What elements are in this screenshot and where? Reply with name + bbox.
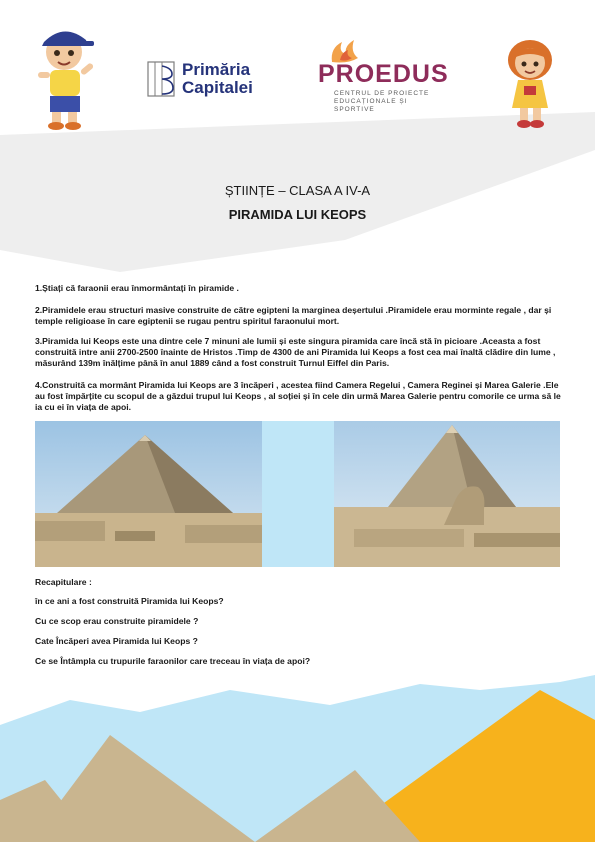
page-title: PIRAMIDA LUI KEOPS: [228, 207, 367, 222]
recap-question-1: în ce ani a fost construită Piramida lui Keops?: [35, 596, 224, 606]
proedus-name: PROEDUS: [318, 60, 449, 88]
pyramid-photo-right: [334, 421, 560, 567]
image-strip-background: [262, 421, 334, 567]
boy-mascot-icon: [30, 22, 102, 130]
paragraph-3: 3.Piramida lui Keops este una dintre cele 7 minuni ale lumii și este singura piramida care încă stă în picioare .Aceasta a fost construită intre anii 2700-2500 înainte de Hristos .Timp de 4300 de ani Piramida lui Keops a fost cea mai înaltă clădire din lume , măsurând 139m înălțime până în anul 1889 când a fost construit Turnul Eiffel din Paris.: [35, 336, 556, 368]
girl-mascot-icon: [500, 36, 560, 130]
recap-heading: Recapitulare :: [35, 577, 92, 587]
pyramid-photo-left: [35, 421, 262, 567]
primaria-line2: Capitalei: [182, 78, 253, 97]
proedus-logo: [318, 38, 449, 113]
primaria-capitalei-logo: [146, 60, 266, 100]
proedus-tagline: CENTRUL DE PROIECTE EDUCAȚIONALE ȘI SPORTIVE: [334, 90, 430, 113]
subject-heading: ȘTIINȚE – CLASA A IV-A: [224, 183, 371, 198]
primaria-line1: Primăria: [182, 60, 251, 79]
recap-question-2: Cu ce scop erau construite piramidele ?: [35, 616, 199, 626]
paragraph-4: 4.Construită ca mormânt Piramida lui Keops are 3 încăperi , acestea fiind Camera Regelui , Camera Reginei și Marea Galerie .Ele au fost împărțite cu scopul de a găzdui trupul lui Keops , al soției și în cele din urmă Marea Galerie pentru comorile ce urma să le ia cu ei în viața de apoi.: [35, 380, 561, 412]
recap-question-4: Ce se Întâmpla cu trupurile faraonilor care treceau în viața de apoi?: [35, 656, 311, 666]
paragraph-1: 1.Știați că faraonii erau înmormântați în piramide .: [35, 283, 239, 293]
primaria-building-icon: [146, 60, 176, 98]
recap-question-3: Cate Încăperi avea Piramida lui Keops ?: [35, 636, 198, 646]
paragraph-2: 2.Piramidele erau structuri masive construite de către egipteni la marginea deșertului .Piramidele erau morminte regale , dar și temple religioase în care egiptenii se rugau pentru spiritul faraonului mort.: [35, 305, 552, 326]
